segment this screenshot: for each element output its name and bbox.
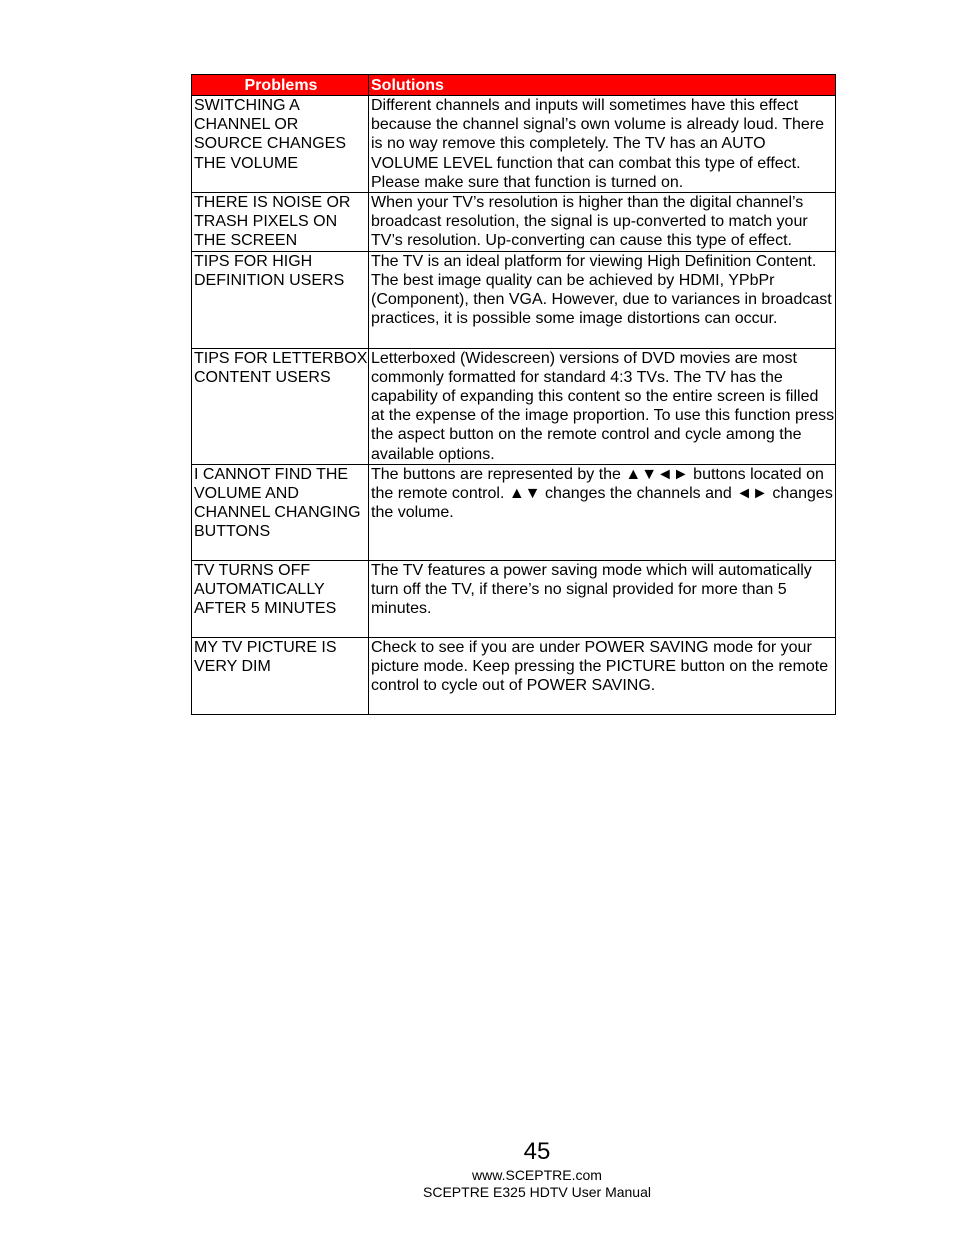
- table-row: [192, 637, 836, 714]
- solution-cell: Check to see if you are under POWER SAVING mode for your picture mode. Keep pressing the PICTURE button on the remote control to cycle out of POWER SAVING.: [369, 637, 836, 714]
- table-row: [192, 464, 836, 560]
- solution-cell: The TV features a power saving mode which will automatically turn off the TV, if there’s no signal provided for more than 5 minutes.: [369, 560, 836, 637]
- problem-cell: I CANNOT FIND THE VOLUME AND CHANNEL CHANGING BUTTONS: [192, 464, 369, 560]
- solution-cell: The buttons are represented by the ▲▼◄► buttons located on the remote control. ▲▼ changes the channels and ◄► changes the volume.: [369, 464, 836, 560]
- footer-manual-title: SCEPTRE E325 HDTV User Manual: [423, 1184, 651, 1200]
- page-number: 45: [523, 1138, 551, 1165]
- table-row: [192, 348, 836, 464]
- footer-website: www.SCEPTRE.com: [472, 1167, 602, 1183]
- problem-cell: MY TV PICTURE IS VERY DIM: [192, 637, 369, 714]
- solution-cell: The TV is an ideal platform for viewing High Definition Content. The best image quality can be achieved by HDMI, YPbPr (Component), then VGA. However, due to variances in broadcast practices, it is possible some image distortions can occur.: [369, 251, 836, 348]
- problem-cell: TIPS FOR LETTERBOX CONTENT USERS: [192, 348, 369, 464]
- table-row: [192, 193, 836, 252]
- solution-cell: Different channels and inputs will sometimes have this effect because the channel signal’s own volume is already loud. There is no way remove this completely. The TV has an AUTO VOLUME LEVEL function that can combat this type of effect. Please make sure that function is turned on.: [369, 96, 836, 193]
- problem-cell: TV TURNS OFF AUTOMATICALLY AFTER 5 MINUTES: [192, 560, 369, 637]
- table-row: [192, 251, 836, 348]
- column-header-solutions: Solutions: [369, 75, 836, 96]
- table-header-row: [192, 75, 836, 96]
- troubleshooting-table: [191, 74, 836, 715]
- solution-cell: Letterboxed (Widescreen) versions of DVD movies are most commonly formatted for standard 4:3 TVs. The TV has the capability of expanding this content so the entire screen is filled at the expense of the image proportion. To use this function press the aspect button on the remote control and cycle among the available options.: [369, 348, 836, 464]
- problem-cell: THERE IS NOISE OR TRASH PIXELS ON THE SCREEN: [192, 193, 369, 252]
- solution-cell: When your TV’s resolution is higher than the digital channel’s broadcast resolution, the signal is up-converted to match your TV’s resolution. Up-converting can cause this type of effect.: [369, 193, 836, 252]
- problem-cell: SWITCHING A CHANNEL OR SOURCE CHANGES THE VOLUME: [192, 96, 369, 193]
- table-row: [192, 96, 836, 193]
- table-row: [192, 560, 836, 637]
- problem-cell: TIPS FOR HIGH DEFINITION USERS: [192, 251, 369, 348]
- column-header-problems: Problems: [192, 75, 369, 96]
